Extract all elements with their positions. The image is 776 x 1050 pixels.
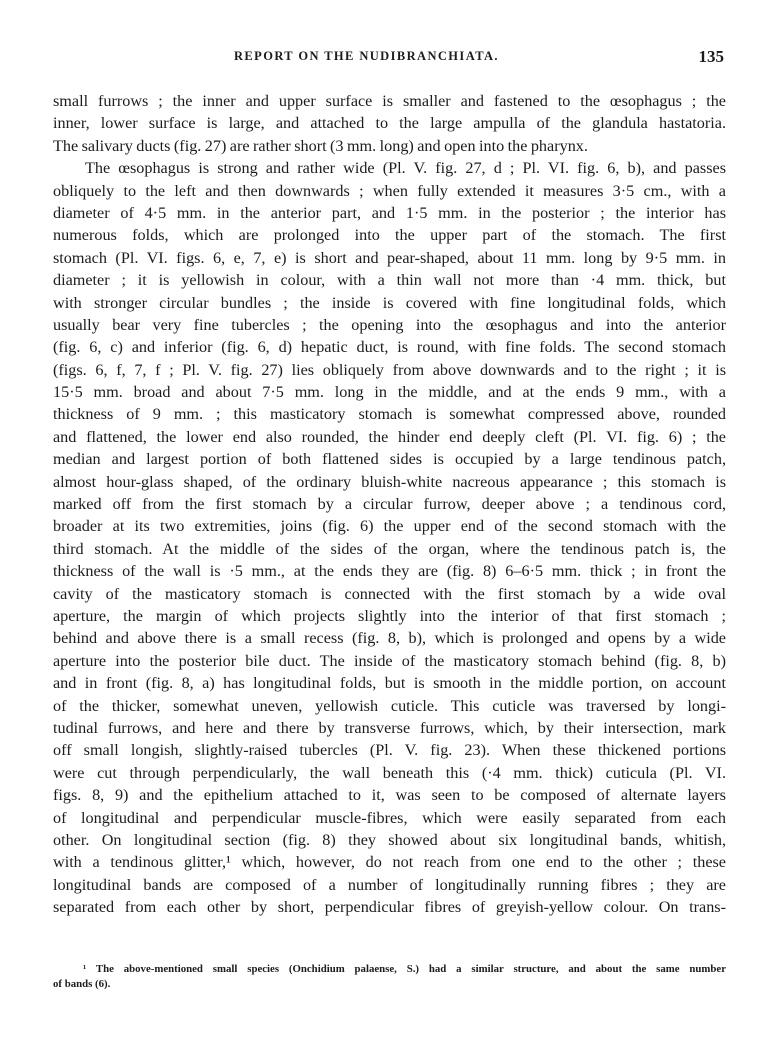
text-line: tudinal furrows, and here and there by transverse furrows, which, by their intersection, mark	[53, 718, 726, 737]
text-line: stomach (Pl. VI. figs. 6, e, 7, e) is short and pear-shaped, about 11 mm. long by 9·5 mm. in	[53, 248, 726, 267]
footnote-line: ¹ The above-mentioned small species (Onchidium palaense, S.) had a similar structure, and about the same number	[83, 963, 726, 975]
body-text	[53, 90, 726, 918]
text-line: broader at its two extremities, joins (fig. 6) the upper end of the second stomach with the	[53, 517, 726, 536]
text-line: usually bear very fine tubercles ; the opening into the œsophagus and into the anterior	[53, 315, 726, 334]
text-line: diameter of 4·5 mm. in the anterior part, and 1·5 mm. in the posterior ; the interior has	[53, 203, 726, 222]
text-line: longitudinal bands are composed of a number of longitudinally running fibres ; they are	[53, 875, 726, 894]
text-line: inner, lower surface is large, and attached to the large ampulla of the glandula hastatoria.	[53, 114, 726, 133]
text-line: numerous folds, which are prolonged into the upper part of the stomach. The first	[53, 226, 726, 245]
running-title: REPORT ON THE NUDIBRANCHIATA.	[234, 49, 499, 63]
text-line: median and largest portion of both flattened sides is occupied by a large tendinous patch,	[53, 450, 726, 469]
text-line: with stronger circular bundles ; the inside is covered with fine longitudinal folds, which	[53, 293, 726, 312]
text-line: The œsophagus is strong and rather wide (Pl. V. fig. 27, d ; Pl. VI. fig. 6, b), and passes	[85, 159, 726, 178]
text-line: and in front (fig. 8, a) has longitudinal folds, but is smooth in the middle portion, on account	[53, 674, 726, 693]
text-line: aperture into the posterior bile duct. The inside of the masticatory stomach behind (fig. 8, b)	[53, 651, 726, 670]
text-line: with a tendinous glitter,¹ which, however, do not reach from one end to the other ; these	[53, 853, 726, 872]
page-header	[52, 49, 724, 71]
text-line: 15·5 mm. broad and about 7·5 mm. long in the middle, and at the ends 9 mm., with a	[53, 383, 726, 402]
text-line: cavity of the masticatory stomach is connected with the first stomach by a wide oval	[53, 584, 726, 603]
text-line: almost hour-glass shaped, of the ordinary bluish-white nacreous appearance ; this stomach is	[53, 472, 726, 491]
text-line: and flattened, the lower end also rounded, the hinder end deeply cleft (Pl. VI. fig. 6) ; the	[53, 427, 726, 446]
text-line: small furrows ; the inner and upper surface is smaller and fastened to the œsophagus ; the	[53, 92, 726, 110]
text-line: thickness of 9 mm. ; this masticatory stomach is somewhat compressed above, rounded	[53, 405, 726, 424]
footnote-line: of bands (6).	[53, 978, 111, 990]
text-line: of the thicker, somewhat uneven, yellowish cuticle. This cuticle was traversed by longi-	[53, 696, 726, 715]
text-line: obliquely to the left and then downwards ; when fully extended it measures 3·5 cm., with a	[53, 181, 726, 200]
footnote	[53, 962, 726, 992]
text-line: aperture, the margin of which projects slightly into the interior of that first stomach ;	[53, 606, 726, 625]
text-line: The salivary ducts (fig. 27) are rather short (3 mm. long) and open into the pharynx.	[53, 136, 588, 155]
text-line: marked off from the first stomach by a circular furrow, deeper above ; a tendinous cord,	[53, 495, 726, 514]
text-line: behind and above there is a small recess (fig. 8, b), which is prolonged and opens by a wide	[53, 629, 726, 648]
text-line: (figs. 6, f, 7, f ; Pl. V. fig. 27) lies obliquely from above downwards and to the right ; it is	[53, 360, 726, 379]
text-line: third stomach. At the middle of the sides of the organ, where the tendinous patch is, the	[53, 539, 726, 558]
text-line: were cut through perpendicularly, the wall beneath this (·4 mm. thick) cuticula (Pl. VI.	[53, 763, 726, 782]
text-line: separated from each other by short, perpendicular fibres of greyish-yellow colour. On trans-	[53, 898, 726, 917]
text-line: thickness of the wall is ·5 mm., at the ends they are (fig. 8) 6–6·5 mm. thick ; in front the	[53, 562, 726, 581]
text-line: other. On longitudinal section (fig. 8) they showed about six longitudinal bands, whitish,	[53, 830, 726, 849]
text-line: of longitudinal and perpendicular muscle-fibres, which were easily separated from each	[53, 808, 726, 827]
page-number: 135	[698, 47, 724, 66]
text-line: (fig. 6, c) and inferior (fig. 6, d) hepatic duct, is round, with fine folds. The second stomach	[53, 338, 726, 357]
text-line: diameter ; it is yellowish in colour, with a thin wall not more than ·4 mm. thick, but	[53, 271, 726, 290]
text-line: off small longish, slightly-raised tubercles (Pl. V. fig. 23). When these thickened portions	[53, 741, 726, 760]
text-line: figs. 8, 9) and the epithelium attached to it, was seen to be composed of alternate layers	[53, 786, 726, 805]
